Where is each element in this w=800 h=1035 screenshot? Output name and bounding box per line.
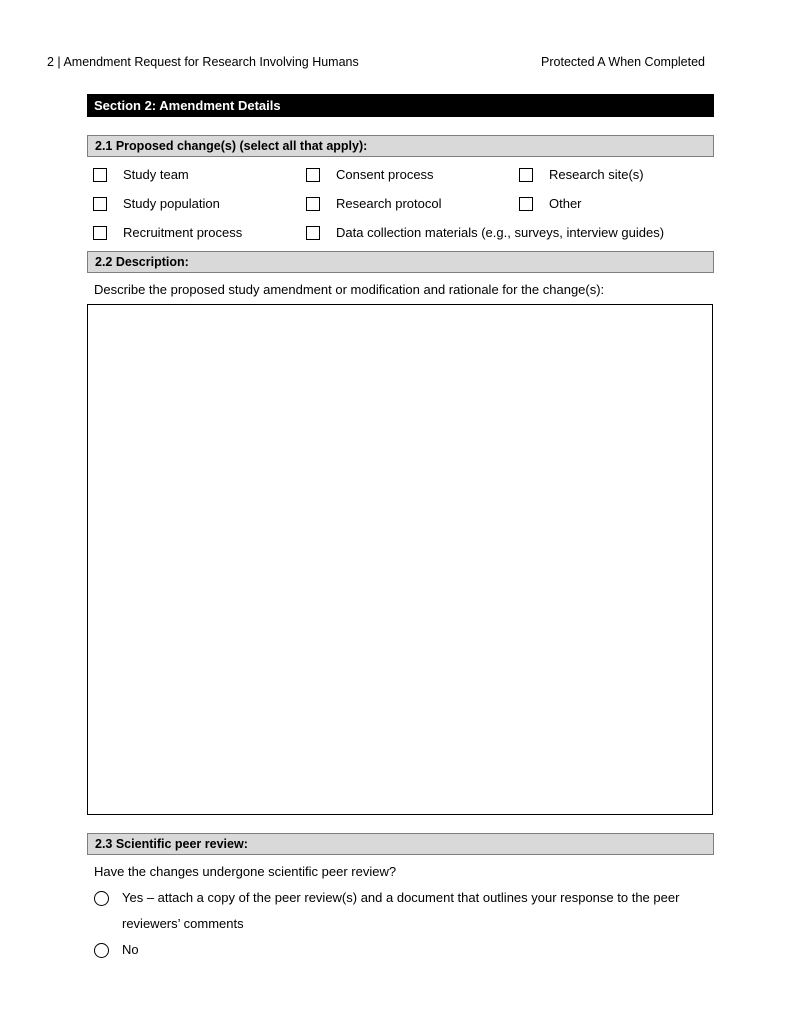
option-label: Study team xyxy=(123,167,189,182)
option-research-sites[interactable] xyxy=(519,167,644,182)
yes-label-line1: Yes – attach a copy of the peer review(s) and a document that outlines your response to the peer xyxy=(122,890,680,905)
no-radio[interactable] xyxy=(94,943,109,958)
study-team-checkbox[interactable] xyxy=(93,168,107,182)
research-protocol-checkbox[interactable] xyxy=(306,197,320,211)
radio-no-option[interactable] xyxy=(94,942,139,963)
section-title: Section 2: Amendment Details xyxy=(87,94,714,117)
option-study-population[interactable] xyxy=(93,196,220,211)
option-other[interactable] xyxy=(519,196,582,211)
option-label: Research protocol xyxy=(336,196,442,211)
description-heading: 2.2 Description: xyxy=(87,251,714,273)
radio-yes-option[interactable] xyxy=(94,890,679,937)
option-label: Research site(s) xyxy=(549,167,644,182)
option-recruitment-process[interactable] xyxy=(93,225,242,240)
proposed-changes-heading: 2.1 Proposed change(s) (select all that apply): xyxy=(87,135,714,157)
consent-process-checkbox[interactable] xyxy=(306,168,320,182)
research-sites-checkbox[interactable] xyxy=(519,168,533,182)
yes-label-line2: reviewers’ comments xyxy=(122,916,244,931)
peer-review-question: Have the changes undergone scientific peer review? xyxy=(94,864,397,879)
option-label: Study population xyxy=(123,196,220,211)
study-population-checkbox[interactable] xyxy=(93,197,107,211)
option-label: Consent process xyxy=(336,167,434,182)
peer-review-heading: 2.3 Scientific peer review: xyxy=(87,833,714,855)
page-header-title: 2 | Amendment Request for Research Involving Humans xyxy=(47,55,359,69)
description-prompt: Describe the proposed study amendment or modification and rationale for the change(s): xyxy=(94,282,605,297)
protection-label: Protected A When Completed xyxy=(541,55,705,69)
option-research-protocol[interactable] xyxy=(306,196,442,211)
no-label: No xyxy=(122,942,139,957)
option-label: Recruitment process xyxy=(123,225,243,240)
recruitment-process-checkbox[interactable] xyxy=(93,226,107,240)
option-study-team[interactable] xyxy=(93,167,189,182)
option-label: Other xyxy=(549,196,582,211)
option-data-collection-materials[interactable] xyxy=(306,225,664,240)
description-textarea[interactable] xyxy=(87,304,713,815)
data-collection-materials-checkbox[interactable] xyxy=(306,226,320,240)
other-checkbox[interactable] xyxy=(519,197,533,211)
yes-radio[interactable] xyxy=(94,891,109,906)
option-consent-process[interactable] xyxy=(306,167,434,182)
option-label: Data collection materials (e.g., surveys, interview guides) xyxy=(336,225,665,240)
